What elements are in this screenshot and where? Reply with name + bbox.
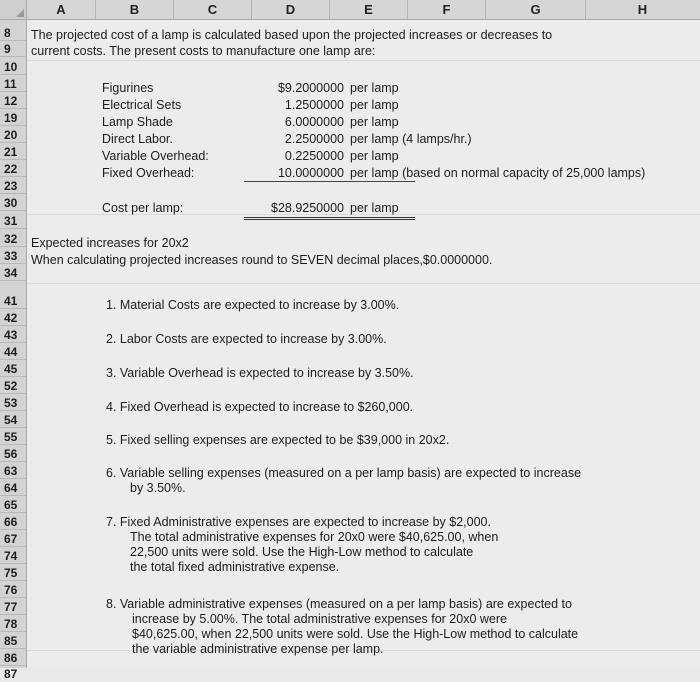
cost-amount[interactable]: 10.0000000: [277, 166, 344, 180]
cost-label[interactable]: Figurines: [102, 81, 154, 95]
cost-unit[interactable]: per lamp (based on normal capacity of 25,000 lamps): [350, 166, 646, 180]
increase-item-7-line-1[interactable]: 7. Fixed Administrative expenses are expected to increase by $2,000.: [106, 515, 491, 529]
intro-line-1[interactable]: The projected cost of a lamp is calculated based upon the projected increases or decreases to: [31, 28, 553, 42]
column-b-header[interactable]: B: [96, 0, 174, 19]
subtotal-rule: [244, 181, 415, 182]
row-header[interactable]: 86: [0, 651, 26, 666]
row-header[interactable]: 33: [0, 249, 26, 264]
increase-item-6-line-2[interactable]: by 3.50%.: [130, 481, 186, 495]
row-header-bar: [0, 20, 27, 681]
row-header[interactable]: 12: [0, 94, 26, 109]
row-header[interactable]: 22: [0, 162, 26, 177]
row-header[interactable]: 44: [0, 345, 26, 360]
column-c-header[interactable]: C: [174, 0, 252, 19]
row-header[interactable]: 23: [0, 179, 26, 194]
row-header[interactable]: 77: [0, 600, 26, 615]
row-header[interactable]: 74: [0, 549, 26, 564]
row-header[interactable]: 42: [0, 311, 26, 326]
increase-item-1[interactable]: 1. Material Costs are expected to increase by 3.00%.: [106, 298, 400, 312]
rounding-note[interactable]: When calculating projected increases round to SEVEN decimal places,$0.0000000.: [31, 253, 493, 267]
row-header[interactable]: 31: [0, 214, 26, 229]
cost-label[interactable]: Variable Overhead:: [102, 149, 209, 163]
total-unit[interactable]: per lamp: [350, 201, 399, 215]
row-header[interactable]: 76: [0, 583, 26, 598]
grid-line: [27, 60, 700, 61]
row-header[interactable]: 45: [0, 362, 26, 377]
increase-item-7-line-2[interactable]: The total administrative expenses for 20x0 were $40,625.00, when: [130, 530, 499, 544]
row-header[interactable]: 53: [0, 396, 26, 411]
row-header[interactable]: 32: [0, 232, 26, 247]
row-header[interactable]: 9: [0, 42, 26, 57]
column-h-header[interactable]: H: [637, 2, 648, 17]
row-header[interactable]: 11: [0, 77, 26, 92]
row-header[interactable]: 63: [0, 464, 26, 479]
row-header[interactable]: 87: [4, 667, 18, 681]
column-g-header[interactable]: G: [486, 0, 586, 19]
row-header[interactable]: 20: [0, 128, 26, 143]
increase-item-3[interactable]: 3. Variable Overhead is expected to increase by 3.50%.: [106, 366, 414, 380]
cost-amount[interactable]: 6.0000000: [284, 115, 344, 129]
expected-title[interactable]: Expected increases for 20x2: [31, 236, 189, 250]
cost-unit[interactable]: per lamp: [350, 98, 399, 112]
cost-unit[interactable]: per lamp: [350, 81, 399, 95]
total-label[interactable]: Cost per lamp:: [102, 201, 184, 215]
cost-amount[interactable]: 1.2500000: [284, 98, 344, 112]
row-header[interactable]: 56: [0, 447, 26, 462]
increase-item-6-line-1[interactable]: 6. Variable selling expenses (measured on a per lamp basis) are expected to increase: [106, 466, 582, 480]
cost-unit[interactable]: per lamp: [350, 115, 399, 129]
row-header[interactable]: 66: [0, 515, 26, 530]
column-a-header[interactable]: A: [27, 0, 96, 19]
cost-label[interactable]: Direct Labor.: [102, 132, 173, 146]
increase-item-8-line-1[interactable]: 8. Variable administrative expenses (measured on a per lamp basis) are expected to: [106, 597, 572, 611]
row-header[interactable]: 78: [0, 617, 26, 632]
row-header[interactable]: 85: [0, 634, 26, 649]
increase-item-7-line-3[interactable]: 22,500 units were sold. Use the High-Low method to calculate: [130, 545, 474, 559]
cost-label[interactable]: Fixed Overhead:: [102, 166, 195, 180]
increase-item-7-line-4[interactable]: the total fixed administrative expense.: [130, 560, 340, 574]
increase-item-5[interactable]: 5. Fixed selling expenses are expected to be $39,000 in 20x2.: [106, 433, 450, 447]
row-header[interactable]: 55: [0, 430, 26, 445]
increase-item-2[interactable]: 2. Labor Costs are expected to increase by 3.00%.: [106, 332, 387, 346]
cost-label[interactable]: Electrical Sets: [102, 98, 182, 112]
total-amount[interactable]: $28.9250000: [271, 201, 344, 215]
row-header[interactable]: 19: [0, 111, 26, 126]
select-all-corner[interactable]: [0, 0, 27, 19]
increase-item-4[interactable]: 4. Fixed Overhead is expected to increase to $260,000.: [106, 400, 414, 414]
row-header[interactable]: 41: [0, 294, 26, 309]
cost-unit[interactable]: per lamp (4 lamps/hr.): [350, 132, 472, 146]
increase-item-8-line-4[interactable]: the variable administrative expense per lamp.: [132, 642, 384, 656]
row-header[interactable]: 65: [0, 498, 26, 513]
intro-line-2[interactable]: current costs. The present costs to manufacture one lamp are:: [31, 44, 376, 58]
cost-amount[interactable]: $9.2000000: [277, 81, 344, 95]
column-f-header[interactable]: F: [408, 0, 486, 19]
row-header[interactable]: 43: [0, 328, 26, 343]
column-e-header[interactable]: E: [330, 0, 408, 19]
cost-amount[interactable]: 0.2250000: [284, 149, 344, 163]
row-header[interactable]: 52: [0, 379, 26, 394]
row-header[interactable]: 75: [0, 566, 26, 581]
row-header[interactable]: 21: [0, 145, 26, 160]
increase-item-8-line-3[interactable]: $40,625.00, when 22,500 units were sold. Use the High-Low method to calculate: [132, 627, 579, 641]
row-header[interactable]: 54: [0, 413, 26, 428]
cost-unit[interactable]: per lamp: [350, 149, 399, 163]
row-header[interactable]: 30: [0, 196, 26, 211]
row-header[interactable]: 8: [0, 26, 26, 41]
column-header-bar: [0, 0, 700, 20]
increase-item-8-line-2[interactable]: increase by 5.00%. The total administrative expenses for 20x0 were: [132, 612, 507, 626]
row-header[interactable]: 64: [0, 481, 26, 496]
cost-label[interactable]: Lamp Shade: [102, 115, 173, 129]
grid-line: [27, 283, 700, 284]
row-header[interactable]: 34: [0, 266, 26, 281]
column-d-header[interactable]: D: [252, 0, 330, 19]
total-double-rule: [244, 217, 415, 220]
row-header[interactable]: 10: [0, 60, 26, 75]
row-header[interactable]: 67: [0, 532, 26, 547]
cost-amount[interactable]: 2.2500000: [284, 132, 344, 146]
